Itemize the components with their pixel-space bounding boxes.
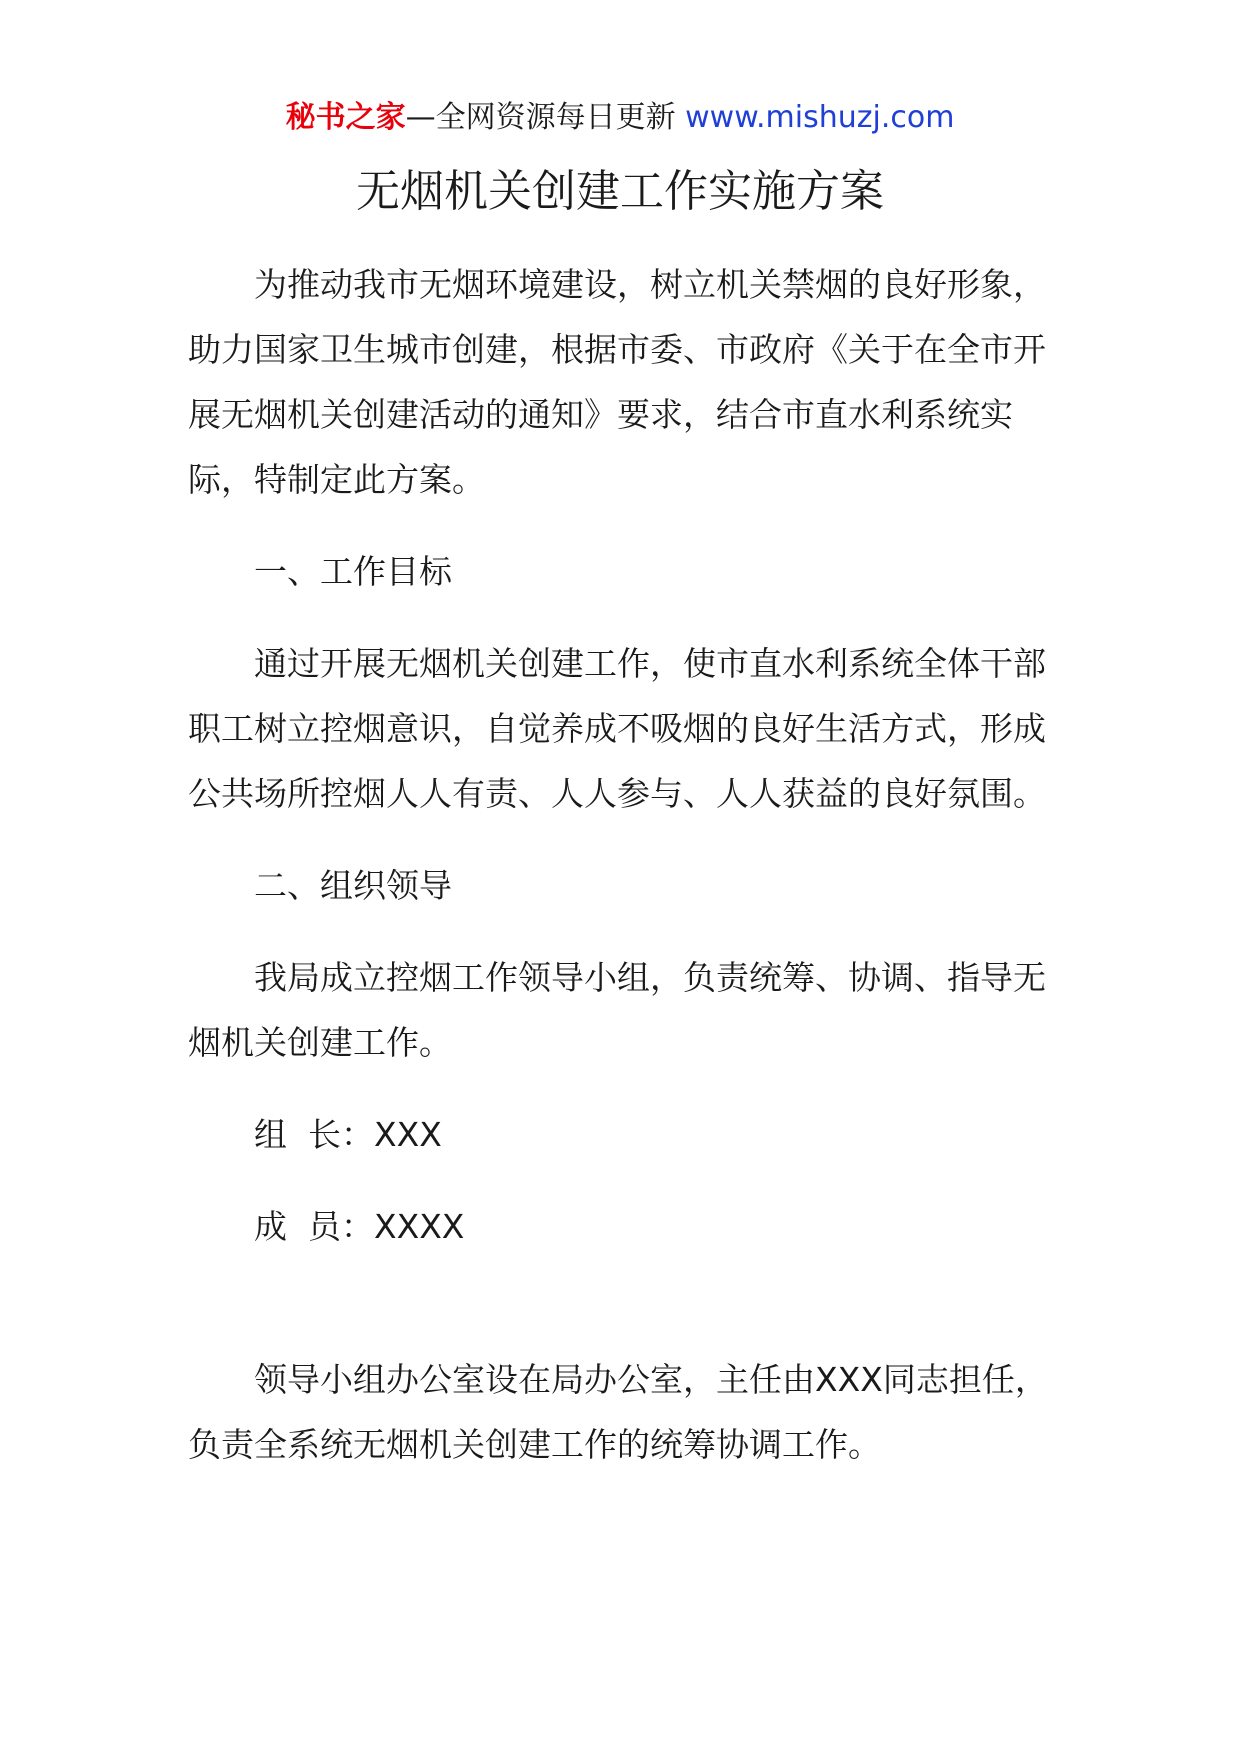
- document-body: [188, 252, 1068, 1477]
- document-title: 无烟机关创建工作实施方案: [356, 166, 884, 217]
- group-leader-line: 组 长：XXX: [254, 1115, 442, 1154]
- site-url[interactable]: www.mishuzj.com: [685, 100, 955, 135]
- site-header: [0, 98, 1240, 138]
- intro-paragraph: 为推动我市无烟环境建设，树立机关禁烟的良好形象，助力国家卫生城市创建，根据市委、市政府《关于在全市开展无烟机关创建活动的通知》要求，结合市直水利系统实际，特制定此方案。: [188, 265, 1046, 499]
- goals-paragraph: 通过开展无烟机关创建工作，使市直水利系统全体干部职工树立控烟意识，自觉养成不吸烟的良好生活方式，形成公共场所控烟人人有责、人人参与、人人获益的良好氛围。: [188, 644, 1046, 813]
- header-tagline: —全网资源每日更新: [405, 100, 676, 135]
- office-paragraph: 领导小组办公室设在局办公室，主任由XXX同志担任，负责全系统无烟机关创建工作的统筹协调工作。: [188, 1360, 1048, 1464]
- section-heading-goals: 一、工作目标: [254, 552, 452, 591]
- group-members-line: 成 员：XXXX: [254, 1207, 465, 1246]
- section-heading-leadership: 二、组织领导: [254, 866, 452, 905]
- leadership-paragraph: 我局成立控烟工作领导小组，负责统筹、协调、指导无烟机关创建工作。: [188, 958, 1046, 1062]
- brand-name: 秘书之家: [285, 100, 406, 135]
